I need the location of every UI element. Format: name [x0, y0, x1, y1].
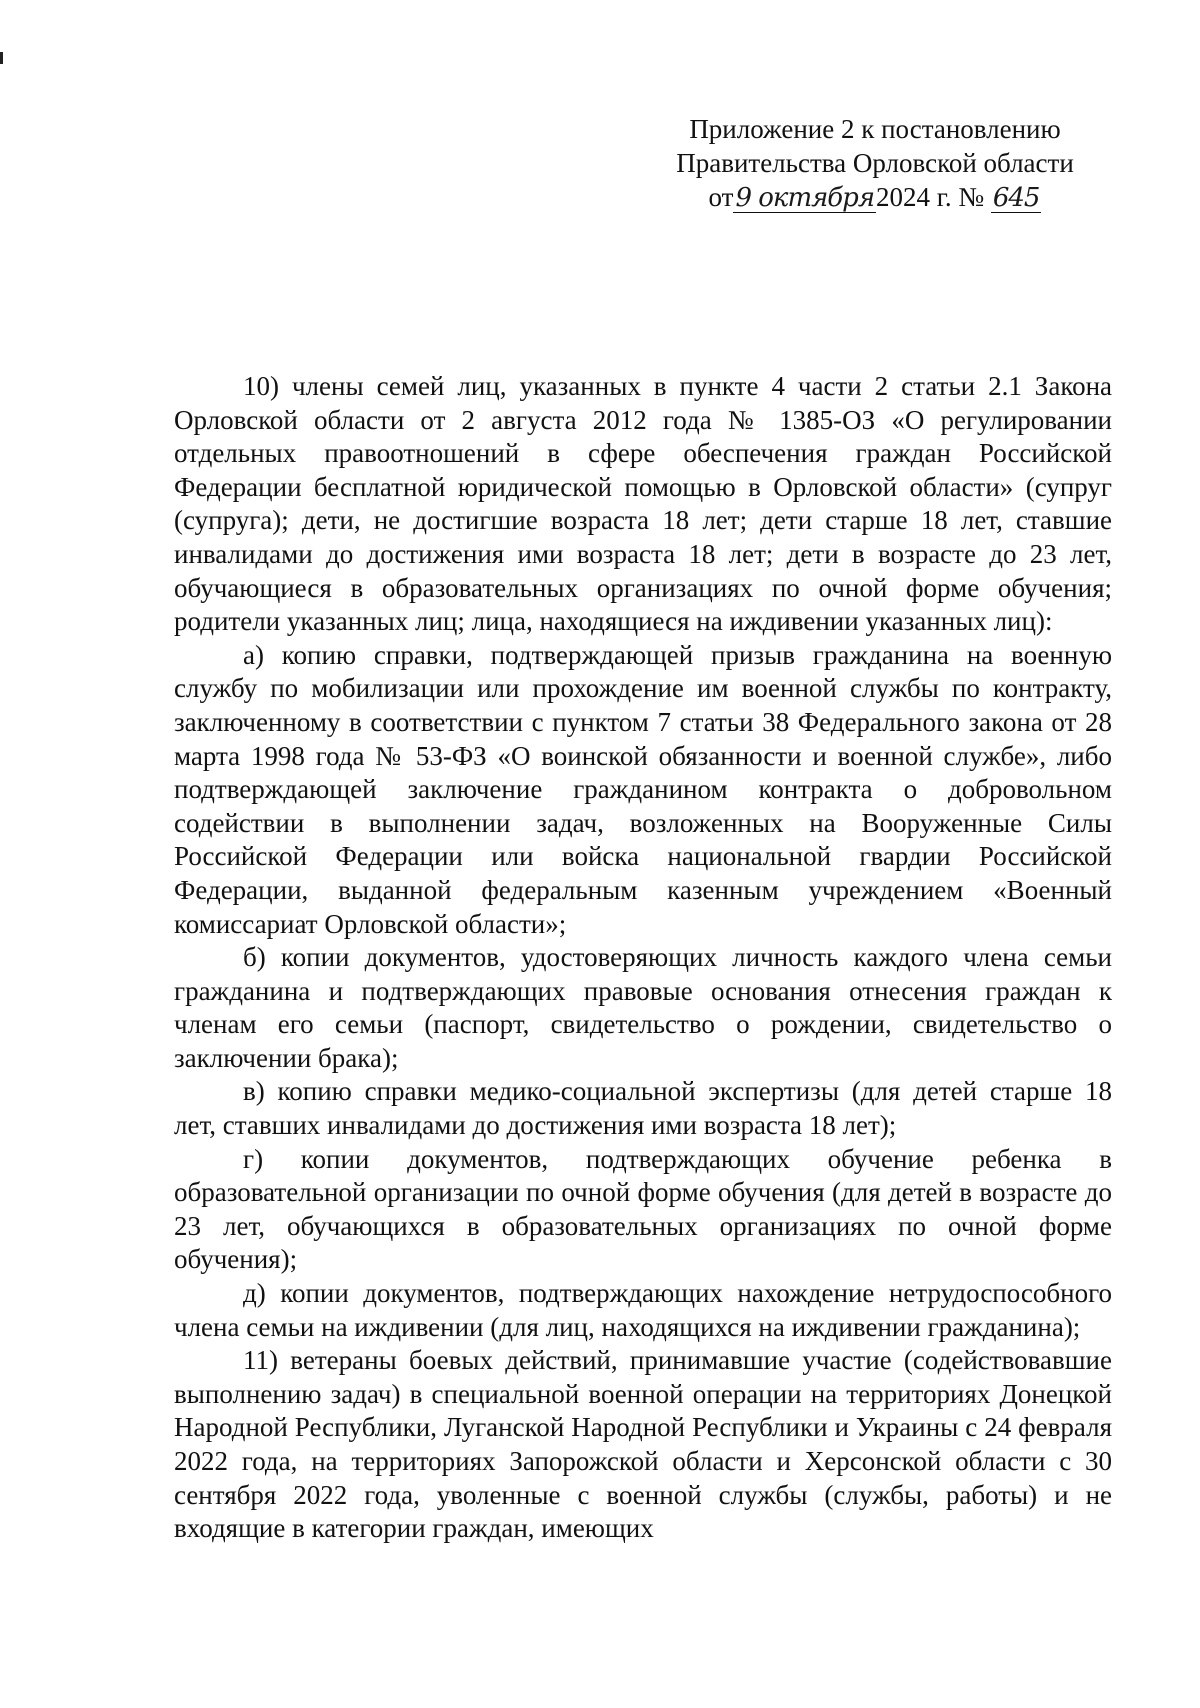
paragraph-subitem-d: д) копии документов, подтверждающих нахождение нетрудоспособного члена семьи на иждивении (для лиц, находящихся на иждивении гражданина); [174, 1278, 1112, 1342]
paragraph-item-11: 11) ветераны боевых действий, принимавшие участие (содействовавшие выполнению задач) в специальной военной операции на территориях Донецкой Народной Республики, Луганской Народной Республики и Украины с 24 февраля 2022 года, на территориях Запорожской области и Херсонской области с 30 сентября 2022 года, уволенные с военной службы (службы, работы) и не входящие в категории граждан, имеющих [174, 1345, 1112, 1544]
document-body [174, 370, 1112, 1546]
handwritten-number: 645 [992, 183, 1040, 213]
header-line-1: Приложение 2 к постановлению [689, 114, 1061, 144]
header-date-line [640, 180, 1110, 214]
paragraph-subitem-b: б) копии документов, удостоверяющих личность каждого члена семьи гражданина и подтверждающих правовые основания отнесения граждан к членам его семьи (паспорт, свидетельство о рождении, свидетельство о заключении брака); [174, 942, 1112, 1073]
handwritten-date: 9 октября [735, 183, 875, 213]
year-text: 2024 г. № [876, 182, 985, 212]
header-line-2: Правительства Орловской области [676, 148, 1074, 178]
paragraph-subitem-g: г) копии документов, подтверждающих обучение ребенка в образовательной организации по очной форме обучения (для детей в возрасте до 23 лет, обучающихся в образовательных организациях по очной форме обучения); [174, 1143, 1112, 1275]
paragraph-subitem-v: в) копию справки медико-социальной экспертизы (для детей старше 18 лет, ставших инвалидами до достижения ими возраста 18 лет); [174, 1076, 1112, 1141]
scan-edge-mark [0, 52, 3, 64]
appendix-header [640, 112, 1110, 214]
paragraph-item-10: 10) члены семей лиц, указанных в пункте 4 части 2 статьи 2.1 Закона Орловской области от 2 августа 2012 года № 1385-ОЗ «О регулировании отдельных правоотношений в сфере обеспечения граждан Российской Федерации бесплатной юридической помощью в Орловской области» (супруг (супруга); дети, не достигшие возраста 18 лет; дети старше 18 лет, ставшие инвалидами до достижения ими возраста 18 лет; дети в возрасте до 23 лет, обучающиеся в образовательных организациях по очной форме обучения; родители указанных лиц; лица, находящиеся на иждивении указанных лиц): [174, 371, 1112, 637]
paragraph-subitem-a: а) копию справки, подтверждающей призыв гражданина на военную службу по мобилизации или прохождение им военной службы по контракту, заключенному в соответствии с пунктом 7 статьи 38 Федерального закона от 28 марта 1998 года № 53-ФЗ «О воинской обязанности и военной службе», либо подтверждающей заключение гражданином контракта о добровольном содействии в выполнении задач, возложенных на Вооруженные Силы Российской Федерации или войска национальной гвардии Российской Федерации, выданной федеральным казенным учреждением «Военный комиссариат Орловской области»; [174, 639, 1112, 939]
date-prefix: от [708, 182, 734, 212]
